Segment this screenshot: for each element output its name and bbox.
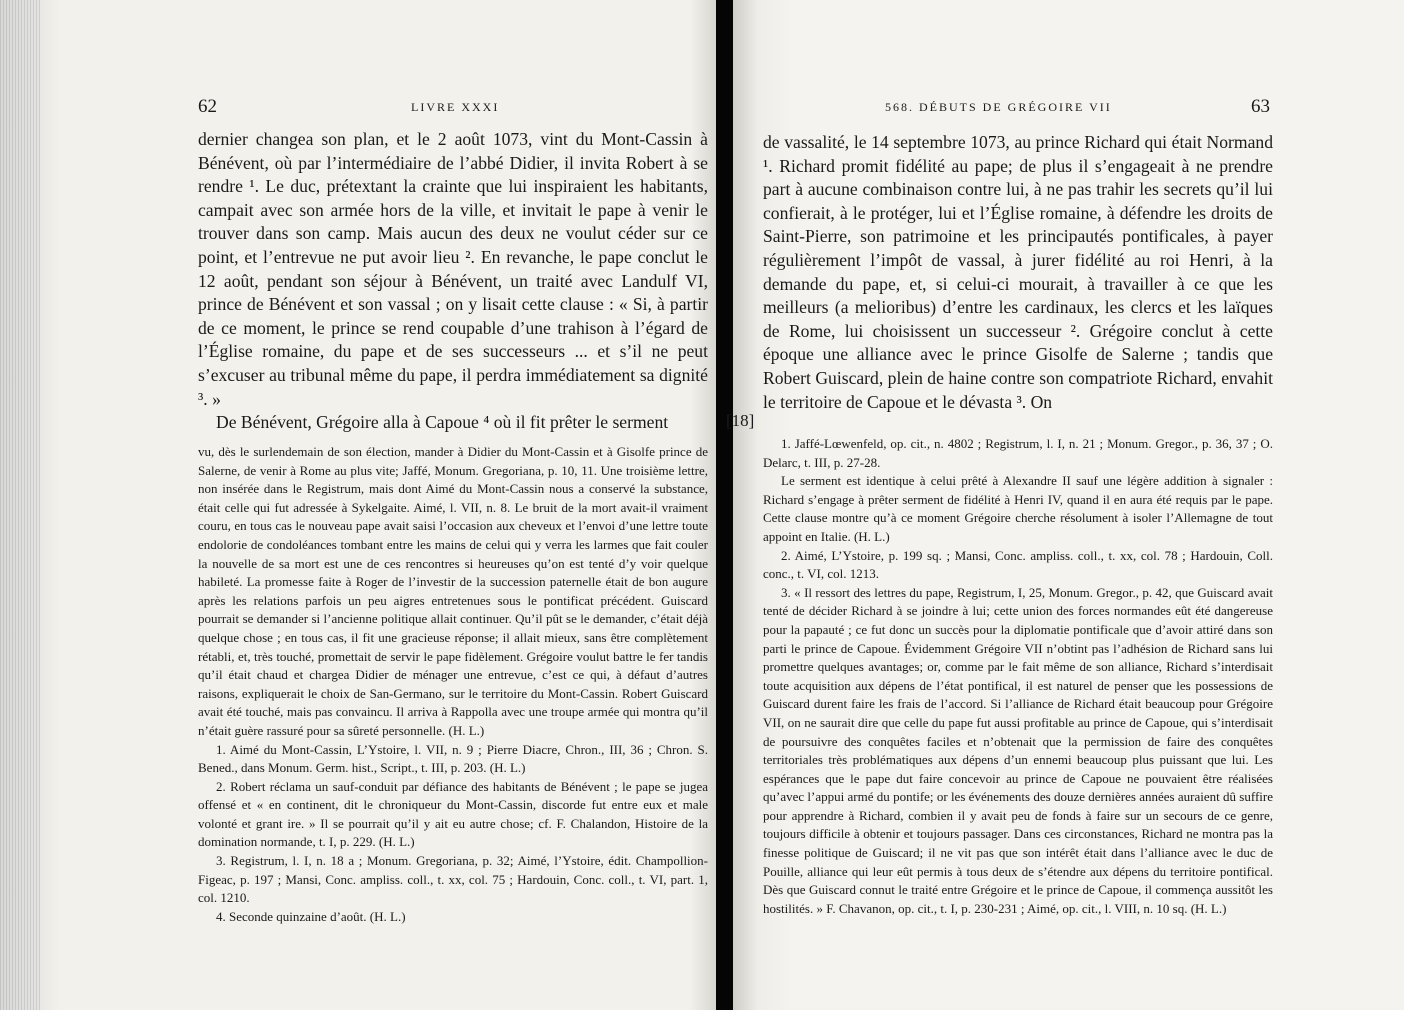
right-body bbox=[763, 131, 1273, 414]
left-body bbox=[198, 128, 708, 435]
footnote-2: 2. Robert réclama un sauf-conduit par défiance des habitants de Bénévent ; le pape se jugea offensé et « en continent, dit le chroniqueur du Mont-Cassin, discorde fut entre eux et male volonté et grant ire. » Il se pourrait qu’il y ait eu autre chose; cf. F. Chalandon, Histoire de la domination normande, t. I, p. 229. (H. L.) bbox=[198, 778, 708, 850]
left-page-number: 62 bbox=[198, 96, 217, 117]
left-body-paragraph-2: De Bénévent, Grégoire alla à Capoue ⁴ où il fit prêter le serment bbox=[216, 412, 669, 433]
left-footnotes bbox=[198, 443, 708, 926]
footnote-1: 1. Jaffé-Lœwenfeld, op. cit., n. 4802 ; Registrum, l. I, n. 21 ; Monum. Gregor., p. 36, 37 ; O. Delarc, t. III, p. 27-28. bbox=[763, 436, 1273, 470]
footnote-2: 2. Aimé, L’Ystoire, p. 199 sq. ; Mansi, Conc. ampliss. coll., t. xx, col. 78 ; Hardouin, Coll. conc., t. VI, col. 1213. bbox=[763, 547, 1273, 582]
right-running-head: 568. DÉBUTS DE GRÉGOIRE VII bbox=[885, 100, 1112, 114]
right-footnotes bbox=[763, 435, 1273, 918]
right-page-number: 63 bbox=[1251, 96, 1270, 117]
footnote-continuation: vu, dès le surlendemain de son élection, mander à Didier du Mont-Cassin et à Gisolfe prince de Salerne, de venir à Rome au plus vite; Jaffé, Monum. Gregoriana, p. 10, 11. Une troisième lettre, non insérée dans le Registrum, mais dont Aimé du Mont-Cassin nous a conservé la substance, était celle qui fut adressée à Sykelgaite. Aimé, l. VII, n. 8. Le bruit de la mort avait-il vraiment couru, en tous cas le nouveau pape avait saisi l’occasion aux cheveux et l’envoi d’une lettre toute endolorie de condoléances tombant entre les mains de celui qui y verra les larmes que fait couler la nouvelle de sa mort est une de ces rencontres si heureuses qu’on est tenté d’y voir quelque habileté. La promesse faite à Roger de l’investir de la succession paternelle était de bon augure après les relations parfois un peu aigres entretenues sous le pontificat précédent. Guiscard pourrait se demander si l’ancienne politique allait continuer. Qu’il pût se le demander, c’était déjà quelque chose ; en tous cas, il fit une gracieuse réponse; il allait mieux, sans être complètement rétabli, et, très touché, promettait de servir le pape fidèlement. Grégoire voulut battre le fer tandis qu’il était chaud et chargea Didier de ménager une entrevue, c’est ce qui, à défaut d’autres raisons, expliquerait le choix de San-Germano, sur le territoire du Mont-Cassin. Robert Guiscard avait été touché, mais pas convaincu. Il arriva à Rappolla avec une troupe armée qui montra qu’il n’était guère rassuré pour sa sûreté personnelle. (H. L.) bbox=[198, 444, 708, 738]
book-gutter bbox=[716, 0, 733, 1010]
footnote-3: 3. Registrum, l. I, n. 18 a ; Monum. Gregoriana, p. 32; Aimé, l’Ystoire, édit. Champollion-Figeac, p. 197 ; Mansi, Conc. ampliss. coll., t. xx, col. 75 ; Hardouin, Conc. coll., t. VI, part. 1, col. 1210. bbox=[198, 853, 708, 906]
footnote-1-continued: Le serment est identique à celui prêté à Alexandre II sauf une légère addition à signaler : Richard s’engage à prêter serment de fidélité à Henri IV, quand il en aura été requis par le pape. Cette clause montre qu’à ce moment Grégoire cherche résolument à isoler l’Allemagne de tout appoint en Italie. (H. L.) bbox=[763, 473, 1273, 544]
left-body-paragraph-1: dernier changea son plan, et le 2 août 1073, vint du Mont-Cassin à Bénévent, où par l’intermédiaire de l’abbé Didier, il invita Robert à se rendre ¹. Le duc, prétextant la crainte que lui inspiraient les habitants, campait avec son armée hors de la ville, et invitait le pape à venir le trouver dans son camp. Mais aucun des deux ne voulut céder sur ce point, et l’entrevue ne put avoir lieu ². En revanche, le pape conclut le 12 août, pendant son séjour à Bénévent, un traité avec Landulf VI, prince de Bénévent et son vassal ; on y lisait cette clause : « Si, à partir de ce moment, le prince se rend coupable d’une trahison à l’égard de l’Église romaine, du pape et de ses successeurs ... et s’il ne peut s’excuser au tribunal même du pape, il perdra immédiatement sa dignité ³. » bbox=[198, 129, 708, 409]
footnote-1: 1. Aimé du Mont-Cassin, L’Ystoire, l. VII, n. 9 ; Pierre Diacre, Chron., III, 36 ; Chron. S. Bened., dans Monum. Germ. hist., Script., t. III, p. 203. (H. L.) bbox=[198, 741, 708, 776]
right-body-paragraph: de vassalité, le 14 septembre 1073, au prince Richard qui était Normand ¹. Richard promit fidélité au pape; de plus il s’engageait à ne prendre part à aucune combinaison contre lui, à ne pas trahir les secrets qu’il lui confierait, à le protéger, lui et l’Église romaine, à défendre les droits de Saint-Pierre, son patrimoine et les principautés pontificales, à payer régulièrement l’impôt de vassal, à jurer fidélité au roi Henri, à la demande du pape, et, si celui-ci mourait, à travailler à ce que les meilleurs (a melioribus) d’entre les cardinaux, les clercs et les laïques de Rome, lui choisissent un successeur ². Grégoire conclut à cette époque une alliance avec le prince Gisolfe de Salerne ; tandis que Robert Guiscard, plein de haine contre son compatriote Richard, envahit le territoire de Capoue et le dévasta ³. On bbox=[763, 132, 1273, 412]
footnote-3: 3. « Il ressort des lettres du pape, Registrum, I, 25, Monum. Gregor., p. 42, que Guiscard avait tenté de décider Richard à se joindre à lui; cette union des forces normandes eût été dangereuse pour la papauté ; ce fut donc un succès pour la diplomatie pontificale que d’avoir attiré dans son parti le prince de Capoue. Évidemment Grégoire VII n’obtint pas l’adhésion de Richard sans lui promettre quelques avantages; or, comme par le fait même de son alliance, Richard s’interdisait toute acquisition aux dépens de l’état pontifical, il est naturel de penser que les possessions de Guiscard durent faire les frais de l’accord. Si l’alliance de Richard était beaucoup pour Grégoire VII, on ne saurait dire que celle du pape fut aussi profitable au prince de Capoue, qui s’interdisait de poursuivre des conquêtes faciles et n’obtenait que la permission de faire des conquêtes territoriales très problématiques aux dépens d’un ennemi beaucoup plus puissant que lui. Les espérances que le pape dut faire concevoir au prince de Capoue ne pouvaient être réalisées qu’avec l’appui armé du pontife; or les événements des douze dernières années auraient dû suffire pour apprendre à Richard, combien il y avait peu de fonds à faire sur un secours de ce genre, toujours difficile à obtenir et toujours passager. Dans ces circonstances, Richard ne montra pas la finesse politique de Guiscard; il ne vit pas que son intérêt était dans l’alliance avec le duc de Pouille, alliance qui leur eût permis à tous deux de s’étendre aux dépens du territoire pontifical. Dès que Guiscard connut le traité entre Grégoire et le prince de Capoue, il commença aussitôt les hostilités. » F. Chavanon, op. cit., t. I, p. 230-231 ; Aimé, op. cit., l. VIII, n. 10 sq. (H. L.) bbox=[763, 584, 1273, 916]
margin-number: [18] bbox=[726, 411, 755, 430]
page-edge-stack bbox=[0, 0, 40, 1010]
footnote-4: 4. Seconde quinzaine d’août. (H. L.) bbox=[216, 908, 406, 924]
left-running-head: LIVRE XXXI bbox=[411, 100, 500, 114]
